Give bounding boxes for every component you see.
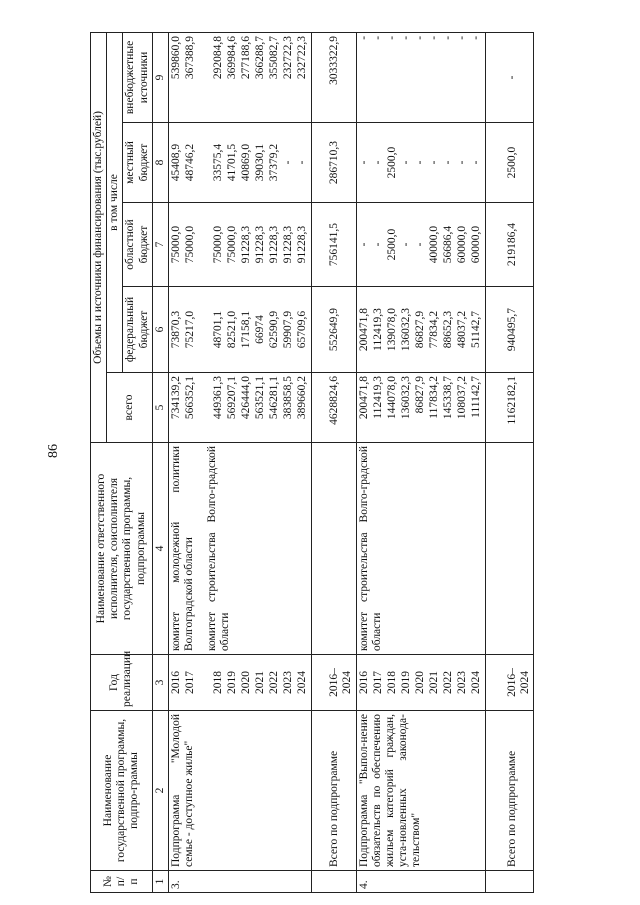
value: - bbox=[413, 242, 426, 247]
extra-cell bbox=[356, 32, 485, 122]
value: 45408,9 bbox=[170, 143, 183, 182]
extra-cell bbox=[169, 32, 312, 122]
value: 33575,4 bbox=[212, 143, 225, 182]
value: 75000,0 bbox=[212, 225, 225, 264]
value: - bbox=[371, 160, 384, 165]
value: - bbox=[427, 35, 440, 40]
value: 88652,3 bbox=[441, 310, 454, 349]
year-value: 2018 bbox=[212, 671, 225, 694]
year-value: 2020 bbox=[413, 671, 426, 694]
value: 17158,1 bbox=[240, 310, 253, 349]
value: 91228,3 bbox=[282, 225, 295, 264]
header-year: Год реализации bbox=[91, 655, 153, 711]
header-index-6: 6 bbox=[152, 287, 168, 373]
value: 355082,7 bbox=[268, 35, 281, 80]
subprogram-name: Подпрограмма "Молодой семье - доступное жилье" bbox=[169, 711, 312, 871]
value: - bbox=[441, 35, 454, 40]
value: 366288,7 bbox=[254, 35, 267, 80]
summary-regional: 756141,5 bbox=[312, 203, 356, 287]
value: 48037,2 bbox=[455, 310, 468, 349]
header-program-name: Наименование государственной программы, подпро-граммы bbox=[91, 711, 153, 871]
header-index-9: 9 bbox=[152, 32, 168, 122]
value: 389660,2 bbox=[296, 376, 309, 420]
summary-years: 2016–2024 bbox=[485, 655, 533, 711]
value: 144078,0 bbox=[385, 376, 398, 420]
value: 60000,0 bbox=[469, 225, 482, 264]
year-value: 2019 bbox=[226, 671, 239, 694]
value: 200471,8 bbox=[357, 376, 370, 420]
header-funding-group: Объемы и источники финансирования (тыс.рублей) bbox=[91, 32, 107, 442]
value: 112419,3 bbox=[371, 308, 384, 351]
summary-local: 286710,3 bbox=[312, 123, 356, 203]
header-index-3: 3 bbox=[152, 655, 168, 711]
year-value: 2017 bbox=[184, 671, 197, 694]
value: - bbox=[357, 242, 370, 247]
value: 75000,0 bbox=[170, 225, 183, 264]
value: - bbox=[399, 242, 412, 247]
header-index-8: 8 bbox=[152, 123, 168, 203]
value: 91228,3 bbox=[296, 225, 309, 264]
year-cell bbox=[169, 655, 312, 711]
value: 566352,1 bbox=[184, 376, 197, 420]
value: 383858,5 bbox=[282, 376, 295, 420]
year-value: 2022 bbox=[268, 671, 281, 694]
table-body bbox=[169, 32, 534, 892]
executor-name: комитет строительства Волго-градской области bbox=[356, 443, 485, 655]
header-including: в том числе bbox=[107, 32, 123, 372]
value: 449361,3 bbox=[212, 376, 225, 420]
value: - bbox=[282, 160, 295, 165]
header-index-5: 5 bbox=[152, 373, 168, 443]
federal-cell bbox=[356, 287, 485, 373]
value: 277188,6 bbox=[240, 35, 253, 80]
year-value: 2020 bbox=[240, 671, 253, 694]
value: 367388,9 bbox=[184, 35, 197, 80]
summary-local: 2500,0 bbox=[485, 123, 533, 203]
value: - bbox=[296, 160, 309, 165]
value: 39030,1 bbox=[254, 143, 267, 182]
value: 75000,0 bbox=[184, 225, 197, 264]
value: - bbox=[413, 35, 426, 40]
summary-label: Всего по подпрограмме bbox=[312, 711, 356, 871]
value: 86827,9 bbox=[413, 310, 426, 349]
value: 41701,5 bbox=[226, 143, 239, 182]
year-value: 2023 bbox=[455, 671, 468, 694]
year-value: 2023 bbox=[282, 671, 295, 694]
local-cell bbox=[169, 123, 312, 203]
value: 139078,0 bbox=[385, 307, 398, 352]
header-federal: федеральный бюджет bbox=[123, 287, 152, 373]
value: 91228,3 bbox=[268, 225, 281, 264]
total-cell bbox=[356, 373, 485, 443]
value: 60000,0 bbox=[455, 225, 468, 264]
value: - bbox=[399, 35, 412, 40]
header-total: всего bbox=[107, 373, 153, 443]
summary-regional: 219186,4 bbox=[485, 203, 533, 287]
value: 200471,8 bbox=[357, 307, 370, 352]
value: - bbox=[427, 160, 440, 165]
value: 117834,2 bbox=[427, 376, 440, 419]
header-index-7: 7 bbox=[152, 203, 168, 287]
value: 65709,6 bbox=[296, 310, 309, 349]
table-row-summary bbox=[312, 32, 356, 892]
value: 86827,9 bbox=[413, 376, 426, 414]
year-value: 2024 bbox=[469, 671, 482, 694]
value: - bbox=[455, 35, 468, 40]
value: - bbox=[385, 35, 398, 40]
header-extra: внебюджетные источники bbox=[123, 32, 152, 122]
page-number: 86 bbox=[46, 444, 61, 458]
summary-extra: - bbox=[485, 32, 533, 122]
year-value: 2022 bbox=[441, 671, 454, 694]
value: 73870,3 bbox=[170, 310, 183, 349]
value: - bbox=[413, 160, 426, 165]
value: 40869,0 bbox=[240, 143, 253, 182]
executor-name: комитет молодежной политики Волгоградской области bbox=[170, 446, 196, 651]
summary-label: Всего по подпрограмме bbox=[485, 711, 533, 871]
federal-cell bbox=[169, 287, 312, 373]
summary-total: 4628824,6 bbox=[312, 373, 356, 443]
value: 75217,0 bbox=[184, 310, 197, 349]
local-cell bbox=[356, 123, 485, 203]
value: 546281,1 bbox=[268, 376, 281, 420]
year-cell bbox=[356, 655, 485, 711]
table-row bbox=[356, 32, 485, 892]
header-local: местный бюджет bbox=[123, 123, 152, 203]
year-value: 2016 bbox=[170, 671, 183, 694]
value: 59907,9 bbox=[282, 310, 295, 349]
executor-cell bbox=[169, 443, 312, 655]
subprogram-name: Подпрограмма "Выпол-нение обязательств по обеспечению жильем категорий граждан, уста-новленных законода-тельством" bbox=[356, 711, 485, 871]
value: - bbox=[399, 160, 412, 165]
header-regional: областной бюджет bbox=[123, 203, 152, 287]
executor-name: комитет строительства Волго-градской области bbox=[206, 446, 232, 651]
regional-cell bbox=[169, 203, 312, 287]
value: 56686,4 bbox=[441, 225, 454, 264]
regional-cell bbox=[356, 203, 485, 287]
value: 51142,7 bbox=[469, 311, 482, 348]
value: 145338,7 bbox=[441, 376, 454, 420]
total-cell bbox=[169, 373, 312, 443]
table-row-summary bbox=[485, 32, 533, 892]
value: 539860,0 bbox=[170, 35, 183, 80]
value: 40000,0 bbox=[427, 225, 440, 264]
summary-total: 1162182,1 bbox=[485, 373, 533, 443]
value: 91228,3 bbox=[254, 225, 267, 264]
value: - bbox=[441, 160, 454, 165]
value: 111142,7 bbox=[469, 376, 482, 418]
summary-years: 2016–2024 bbox=[312, 655, 356, 711]
value: 426444,0 bbox=[240, 376, 253, 420]
value: 48701,1 bbox=[212, 310, 225, 349]
value: 66974 bbox=[254, 315, 267, 344]
value: - bbox=[357, 160, 370, 165]
value: 62590,9 bbox=[268, 310, 281, 349]
year-value: 2017 bbox=[371, 671, 384, 694]
value: 48746,2 bbox=[184, 143, 197, 182]
year-value: 2024 bbox=[296, 671, 309, 694]
value: 569207,1 bbox=[226, 376, 239, 420]
value: 91228,3 bbox=[240, 225, 253, 264]
value: - bbox=[469, 160, 482, 165]
header-executor: Наименование ответственного исполнителя, соисполнителя государственной программы, подпрограммы bbox=[91, 443, 153, 655]
value: - bbox=[357, 35, 370, 40]
year-value: 2016 bbox=[357, 671, 370, 694]
value: 77834,2 bbox=[427, 310, 440, 349]
header-index-2: 2 bbox=[152, 711, 168, 871]
value: 369984,6 bbox=[226, 35, 239, 80]
value: 232722,3 bbox=[296, 35, 309, 80]
value: 292084,8 bbox=[212, 35, 225, 80]
subprogram-num: 4. bbox=[356, 871, 485, 893]
year-value: 2021 bbox=[427, 671, 440, 694]
year-value: 2018 bbox=[385, 671, 398, 694]
value: - bbox=[469, 35, 482, 40]
header-index-1: 1 bbox=[152, 871, 168, 893]
value: 734139,2 bbox=[170, 376, 183, 420]
summary-federal: 940495,7 bbox=[485, 287, 533, 373]
value: 37379,2 bbox=[268, 143, 281, 182]
value: - bbox=[371, 35, 384, 40]
table-row bbox=[169, 32, 312, 892]
value: 108037,2 bbox=[455, 376, 468, 420]
value: 82521,0 bbox=[226, 310, 239, 349]
summary-federal: 552649,9 bbox=[312, 287, 356, 373]
year-value: 2021 bbox=[254, 671, 267, 694]
header-index-4: 4 bbox=[152, 443, 168, 655]
value: 563521,1 bbox=[254, 376, 267, 420]
value: - bbox=[371, 242, 384, 247]
subprogram-num: 3. bbox=[169, 871, 312, 893]
funding-table bbox=[90, 32, 534, 893]
summary-extra: 3033322,9 bbox=[312, 32, 356, 122]
value: 75000,0 bbox=[226, 225, 239, 264]
year-value: 2019 bbox=[399, 671, 412, 694]
value: 232722,3 bbox=[282, 35, 295, 80]
rotated-table-container bbox=[90, 33, 630, 893]
value: 2500,0 bbox=[385, 146, 398, 179]
value: 2500,0 bbox=[385, 228, 398, 261]
value: - bbox=[455, 160, 468, 165]
value: 136032,3 bbox=[399, 376, 412, 420]
value: 112419,3 bbox=[371, 376, 384, 419]
header-num: № п/п bbox=[91, 871, 153, 893]
value: 136032,3 bbox=[399, 307, 412, 352]
